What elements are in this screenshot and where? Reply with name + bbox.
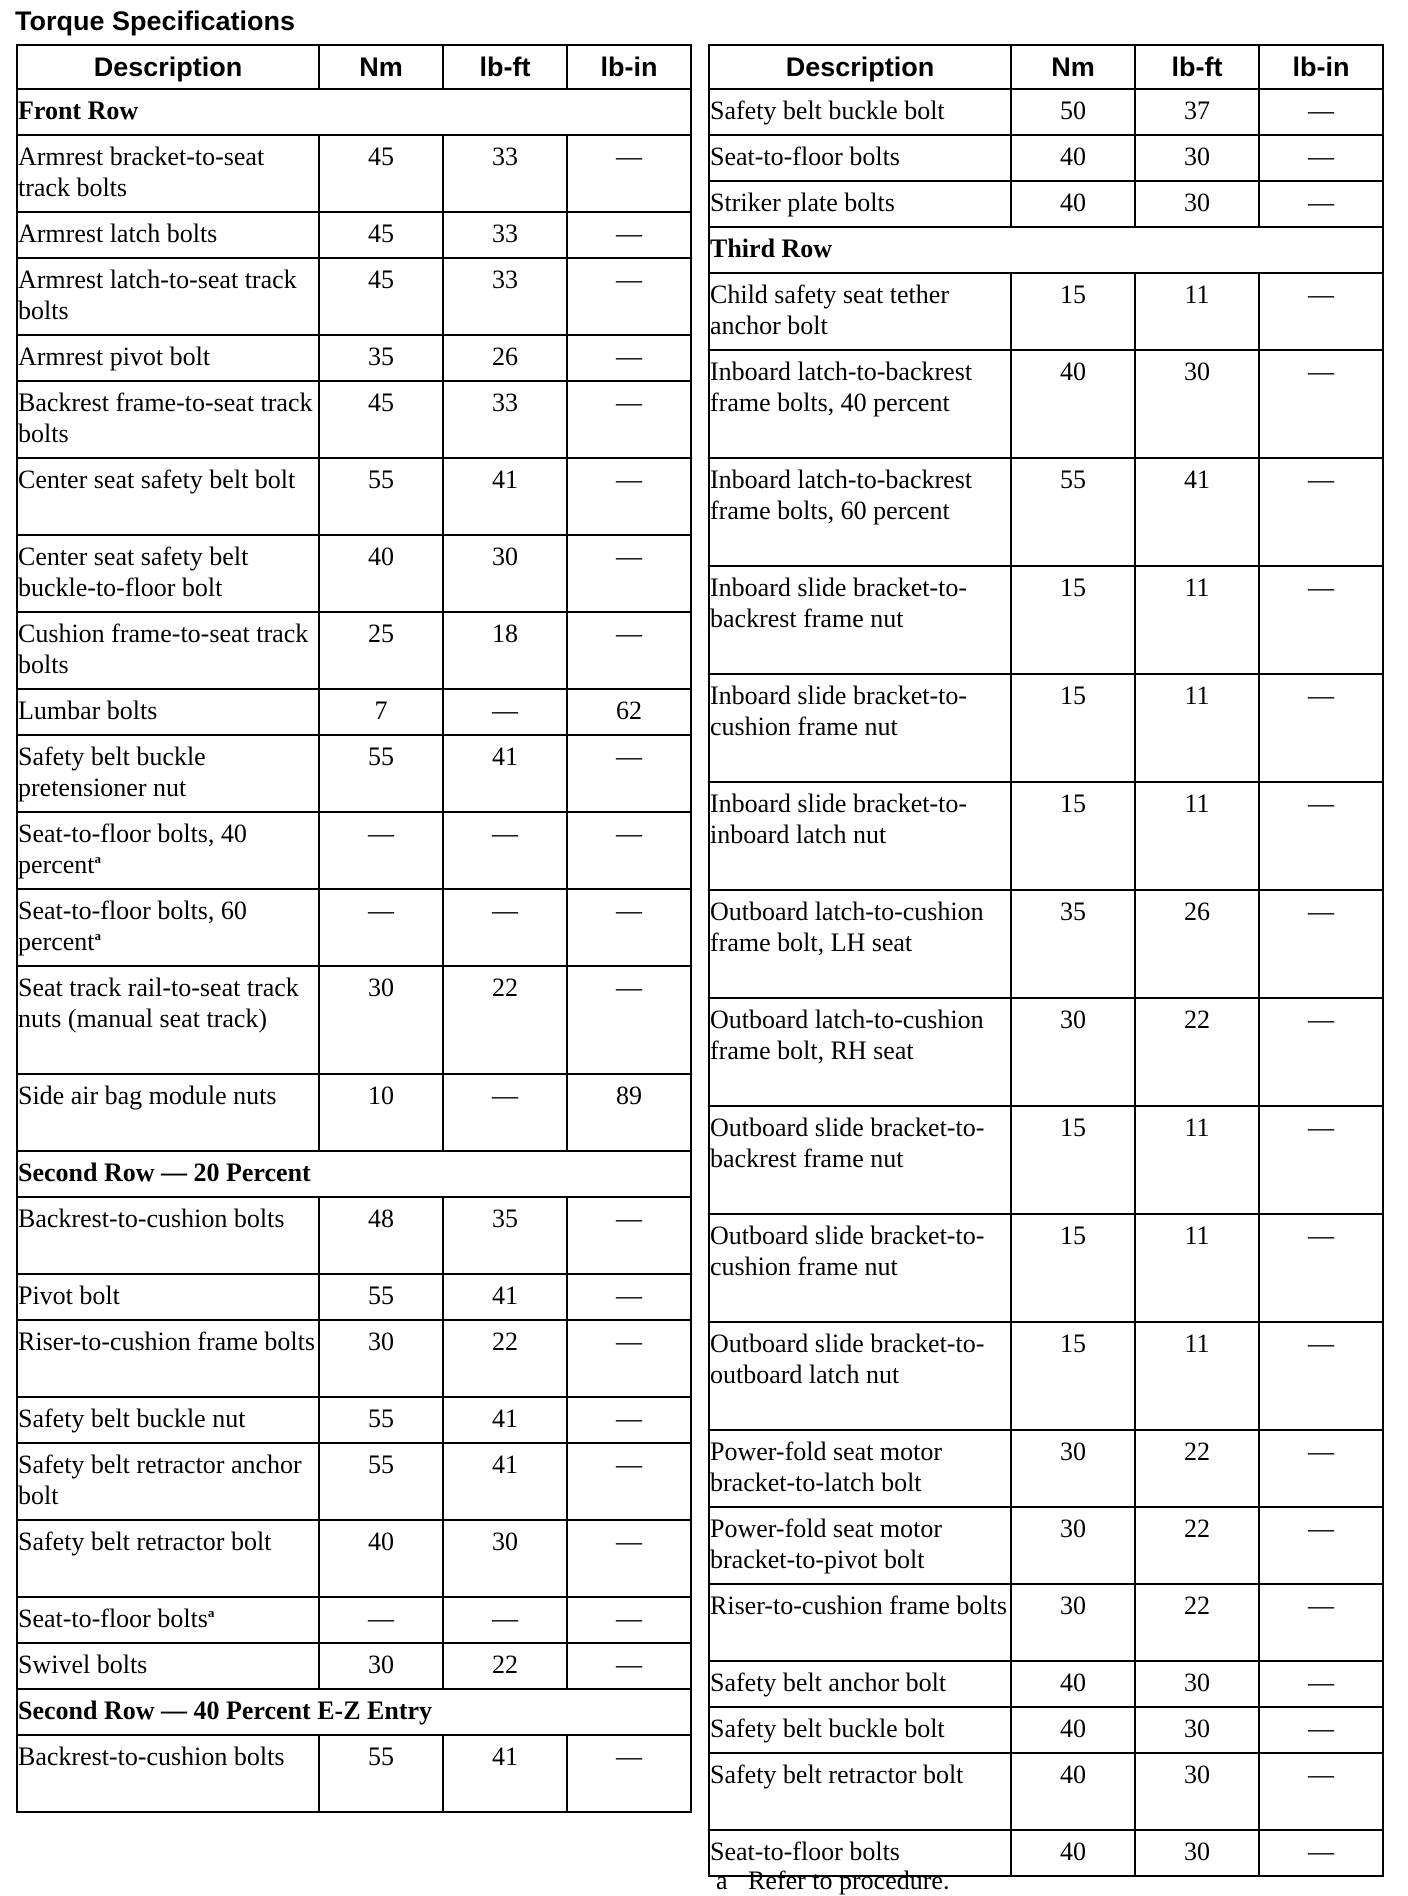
nm-cell: 45 — [319, 212, 443, 258]
section-row — [17, 1151, 691, 1197]
nm-cell: 30 — [1011, 1430, 1135, 1507]
description-text: Inboard slide bracket-to-backrest frame nut — [710, 573, 968, 633]
lbin-cell: — — [1259, 782, 1383, 890]
description-cell — [709, 181, 1011, 227]
nm-cell: — — [319, 812, 443, 889]
nm-cell: 25 — [319, 612, 443, 689]
table-row — [17, 1520, 691, 1597]
lbft-cell: 22 — [1135, 1430, 1259, 1507]
description-text: Armrest pivot bolt — [18, 342, 211, 371]
description-text: Seat-to-floor bolts — [710, 1837, 900, 1866]
lbin-cell: — — [567, 966, 691, 1074]
description-cell — [17, 735, 319, 812]
nm-cell: 15 — [1011, 1106, 1135, 1214]
lbin-cell: — — [567, 135, 691, 212]
description-text: Inboard slide bracket-to-inboard latch nut — [710, 789, 968, 849]
description-text: Armrest latch-to-seat track bolts — [18, 265, 297, 325]
lbin-cell: — — [1259, 1661, 1383, 1707]
lbin-cell: — — [567, 1597, 691, 1643]
section-row — [17, 89, 691, 135]
table-row — [709, 1430, 1383, 1507]
lbft-cell: 41 — [443, 1443, 567, 1520]
description-cell — [709, 1707, 1011, 1753]
lbin-cell: — — [1259, 350, 1383, 458]
lbft-cell: 26 — [443, 335, 567, 381]
table-row — [17, 335, 691, 381]
description-text: Safety belt buckle bolt — [710, 1714, 945, 1743]
lbin-cell: — — [567, 381, 691, 458]
description-cell — [709, 1661, 1011, 1707]
description-cell — [17, 812, 319, 889]
nm-cell: 55 — [1011, 458, 1135, 566]
description-cell — [709, 1507, 1011, 1584]
header-row — [17, 45, 691, 89]
description-cell — [17, 966, 319, 1074]
lbft-cell: 30 — [443, 535, 567, 612]
description-text: Child safety seat tether anchor bolt — [710, 280, 949, 340]
lbft-cell: 33 — [443, 212, 567, 258]
lbin-cell: — — [1259, 1214, 1383, 1322]
lbin-cell: — — [1259, 135, 1383, 181]
table-row — [709, 1707, 1383, 1753]
table-row — [709, 998, 1383, 1106]
torque-table-right — [708, 44, 1384, 1877]
lbin-cell: — — [567, 812, 691, 889]
description-cell — [709, 89, 1011, 135]
lbin-cell: — — [1259, 458, 1383, 566]
lbft-cell: 11 — [1135, 1322, 1259, 1430]
description-text: Outboard slide bracket-to-outboard latch nut — [710, 1329, 985, 1389]
description-cell — [17, 381, 319, 458]
description-text: Safety belt buckle pretensioner nut — [18, 742, 206, 802]
table-row — [17, 458, 691, 535]
lbin-cell: — — [1259, 674, 1383, 782]
footnote-text: Refer to procedure. — [748, 1866, 950, 1895]
table-row — [17, 889, 691, 966]
table-row — [17, 535, 691, 612]
table-row — [709, 350, 1383, 458]
nm-cell: 50 — [1011, 89, 1135, 135]
nm-cell: 40 — [1011, 181, 1135, 227]
lbft-cell: 35 — [443, 1197, 567, 1274]
nm-cell: 48 — [319, 1197, 443, 1274]
lbft-cell: 37 — [1135, 89, 1259, 135]
lbft-cell: 11 — [1135, 674, 1259, 782]
lbft-cell: 33 — [443, 381, 567, 458]
description-text: Backrest-to-cushion bolts — [18, 1742, 285, 1771]
section-header: Second Row — 40 Percent E-Z Entry — [17, 1689, 691, 1735]
lbin-cell: — — [567, 735, 691, 812]
nm-cell: 55 — [319, 1274, 443, 1320]
description-text: Center seat safety belt bolt — [18, 465, 296, 494]
description-text: Seat-to-floor bolts, 40 percent — [18, 819, 247, 879]
lbin-cell: — — [1259, 1106, 1383, 1214]
description-text: Lumbar bolts — [18, 696, 158, 725]
section-row — [709, 227, 1383, 273]
lbin-cell: — — [1259, 1584, 1383, 1661]
description-text: Swivel bolts — [18, 1650, 148, 1679]
footnote-ref: a — [94, 928, 102, 943]
lbin-cell: — — [1259, 273, 1383, 350]
description-text: Inboard slide bracket-to-cushion frame nut — [710, 681, 968, 741]
table-row — [17, 689, 691, 735]
table-row — [709, 1507, 1383, 1584]
description-cell — [17, 1643, 319, 1689]
nm-cell: 15 — [1011, 273, 1135, 350]
lbin-cell: — — [567, 335, 691, 381]
lbft-cell: — — [443, 889, 567, 966]
description-text: Armrest latch bolts — [18, 219, 218, 248]
lbin-cell: — — [1259, 1753, 1383, 1830]
description-text: Outboard latch-to-cushion frame bolt, LH seat — [710, 897, 984, 957]
description-text: Seat-to-floor bolts — [18, 1604, 208, 1633]
description-text: Cushion frame-to-seat track bolts — [18, 619, 309, 679]
nm-cell: 55 — [319, 735, 443, 812]
lbft-cell: — — [443, 689, 567, 735]
section-header: Second Row — 20 Percent — [17, 1151, 691, 1197]
description-cell — [709, 273, 1011, 350]
section-header: Third Row — [709, 227, 1383, 273]
lbft-cell: 26 — [1135, 890, 1259, 998]
description-text: Backrest-to-cushion bolts — [18, 1204, 285, 1233]
description-text: Inboard latch-to-backrest frame bolts, 40 percent — [710, 357, 973, 417]
lbft-cell: 22 — [443, 1320, 567, 1397]
nm-cell: 15 — [1011, 782, 1135, 890]
nm-cell: 55 — [319, 1735, 443, 1812]
nm-cell: 55 — [319, 458, 443, 535]
table-row — [709, 181, 1383, 227]
table-row — [709, 1661, 1383, 1707]
description-cell — [17, 889, 319, 966]
header-row — [709, 45, 1383, 89]
nm-cell: — — [319, 889, 443, 966]
column-header-lbin: lb-in — [1259, 45, 1383, 89]
lbft-cell: 30 — [1135, 1830, 1259, 1876]
lbin-cell: — — [567, 258, 691, 335]
lbin-cell: — — [567, 1320, 691, 1397]
table-body — [709, 89, 1383, 1876]
table-row — [709, 566, 1383, 674]
table-row — [17, 1320, 691, 1397]
description-text: Seat-to-floor bolts — [710, 142, 900, 171]
description-text: Safety belt buckle bolt — [710, 96, 945, 125]
table-row — [17, 1735, 691, 1812]
description-cell — [17, 1320, 319, 1397]
table-row — [709, 1214, 1383, 1322]
description-text: Safety belt retractor anchor bolt — [18, 1450, 302, 1510]
table-row — [709, 1106, 1383, 1214]
lbft-cell: 30 — [1135, 350, 1259, 458]
lbft-cell: 11 — [1135, 782, 1259, 890]
description-text: Power-fold seat motor bracket-to-latch bolt — [710, 1437, 942, 1497]
lbft-cell: 30 — [1135, 1661, 1259, 1707]
lbin-cell: — — [1259, 1322, 1383, 1430]
torque-table-left — [16, 44, 692, 1813]
nm-cell: 40 — [1011, 135, 1135, 181]
nm-cell: 15 — [1011, 1214, 1135, 1322]
lbft-cell: 30 — [1135, 1753, 1259, 1830]
lbft-cell: 41 — [443, 1397, 567, 1443]
lbin-cell: — — [567, 535, 691, 612]
nm-cell: 7 — [319, 689, 443, 735]
lbft-cell: 22 — [1135, 1507, 1259, 1584]
description-cell — [709, 350, 1011, 458]
description-text: Center seat safety belt buckle-to-floor bolt — [18, 542, 249, 602]
description-cell — [17, 1443, 319, 1520]
description-cell — [17, 1597, 319, 1643]
column-header-lbft: lb-ft — [1135, 45, 1259, 89]
lbft-cell: 41 — [443, 735, 567, 812]
lbft-cell: 22 — [443, 1643, 567, 1689]
table-row — [17, 1074, 691, 1151]
lbft-cell: 22 — [1135, 998, 1259, 1106]
lbft-cell: 22 — [1135, 1584, 1259, 1661]
description-cell — [17, 1397, 319, 1443]
description-text: Safety belt retractor bolt — [710, 1760, 964, 1789]
nm-cell: 30 — [1011, 1507, 1135, 1584]
table-row — [17, 381, 691, 458]
lbin-cell: 89 — [567, 1074, 691, 1151]
lbin-cell: 62 — [567, 689, 691, 735]
table-row — [17, 735, 691, 812]
nm-cell: — — [319, 1597, 443, 1643]
description-cell — [17, 535, 319, 612]
description-cell — [709, 1322, 1011, 1430]
table-row — [709, 273, 1383, 350]
nm-cell: 40 — [319, 1520, 443, 1597]
lbft-cell: 33 — [443, 258, 567, 335]
lbft-cell: 18 — [443, 612, 567, 689]
table-row — [709, 1584, 1383, 1661]
table-body — [17, 89, 691, 1812]
description-text: Safety belt anchor bolt — [710, 1668, 947, 1697]
table-row — [709, 890, 1383, 998]
lbft-cell: 11 — [1135, 273, 1259, 350]
lbft-cell: 30 — [1135, 181, 1259, 227]
section-row — [17, 1689, 691, 1735]
description-cell — [709, 890, 1011, 998]
nm-cell: 40 — [319, 535, 443, 612]
footnote-ref: a — [207, 1605, 215, 1620]
description-cell — [709, 1753, 1011, 1830]
description-cell — [17, 135, 319, 212]
nm-cell: 10 — [319, 1074, 443, 1151]
table-row — [17, 212, 691, 258]
footnote — [716, 1866, 949, 1896]
table-row — [17, 612, 691, 689]
table-row — [709, 135, 1383, 181]
nm-cell: 45 — [319, 135, 443, 212]
description-cell — [17, 1274, 319, 1320]
nm-cell: 40 — [1011, 1830, 1135, 1876]
lbin-cell: — — [567, 612, 691, 689]
description-cell — [17, 212, 319, 258]
lbin-cell: — — [567, 1397, 691, 1443]
lbin-cell: — — [1259, 1707, 1383, 1753]
nm-cell: 40 — [1011, 350, 1135, 458]
description-text: Side air bag module nuts — [18, 1081, 277, 1110]
description-text: Outboard slide bracket-to-backrest frame nut — [710, 1113, 985, 1173]
description-text: Pivot bolt — [18, 1281, 120, 1310]
lbft-cell: — — [443, 1597, 567, 1643]
lbft-cell: 41 — [443, 1735, 567, 1812]
nm-cell: 45 — [319, 381, 443, 458]
description-cell — [17, 1520, 319, 1597]
lbin-cell: — — [1259, 890, 1383, 998]
lbin-cell: — — [1259, 998, 1383, 1106]
table-row — [17, 135, 691, 212]
nm-cell: 30 — [1011, 998, 1135, 1106]
table-row — [709, 674, 1383, 782]
lbft-cell: — — [443, 1074, 567, 1151]
lbin-cell: — — [1259, 566, 1383, 674]
column-header-nm: Nm — [319, 45, 443, 89]
nm-cell: 40 — [1011, 1753, 1135, 1830]
description-text: Riser-to-cushion frame bolts — [710, 1591, 1007, 1620]
table-row — [17, 812, 691, 889]
lbft-cell: 22 — [443, 966, 567, 1074]
description-text: Power-fold seat motor bracket-to-pivot bolt — [710, 1514, 942, 1574]
lbft-cell: 30 — [1135, 1707, 1259, 1753]
description-text: Seat track rail-to-seat track nuts (manual seat track) — [18, 973, 299, 1033]
lbft-cell: 41 — [443, 458, 567, 535]
lbft-cell: 41 — [1135, 458, 1259, 566]
lbft-cell: — — [443, 812, 567, 889]
description-cell — [709, 135, 1011, 181]
lbft-cell: 11 — [1135, 1106, 1259, 1214]
lbin-cell: — — [1259, 181, 1383, 227]
table-row — [709, 1322, 1383, 1430]
table-row — [17, 1597, 691, 1643]
column-header-lbin: lb-in — [567, 45, 691, 89]
table-row — [17, 258, 691, 335]
nm-cell: 30 — [319, 1320, 443, 1397]
lbft-cell: 30 — [1135, 135, 1259, 181]
description-cell — [17, 1735, 319, 1812]
lbft-cell: 30 — [443, 1520, 567, 1597]
lbin-cell: — — [1259, 1507, 1383, 1584]
description-cell — [709, 566, 1011, 674]
nm-cell: 15 — [1011, 566, 1135, 674]
column-header-nm: Nm — [1011, 45, 1135, 89]
lbft-cell: 11 — [1135, 566, 1259, 674]
column-header-description: Description — [709, 45, 1011, 89]
table-row — [17, 966, 691, 1074]
description-text: Striker plate bolts — [710, 188, 895, 217]
lbin-cell: — — [567, 889, 691, 966]
lbin-cell: — — [567, 458, 691, 535]
nm-cell: 30 — [1011, 1584, 1135, 1661]
nm-cell: 30 — [319, 966, 443, 1074]
nm-cell: 40 — [1011, 1707, 1135, 1753]
lbin-cell: — — [567, 1520, 691, 1597]
table-row — [709, 89, 1383, 135]
lbin-cell: — — [1259, 89, 1383, 135]
description-cell — [17, 689, 319, 735]
description-cell — [709, 458, 1011, 566]
footnote-ref: a — [94, 851, 102, 866]
description-cell — [709, 1106, 1011, 1214]
nm-cell: 35 — [319, 335, 443, 381]
description-cell — [709, 674, 1011, 782]
nm-cell: 35 — [1011, 890, 1135, 998]
description-text: Armrest bracket-to-seat track bolts — [18, 142, 265, 202]
description-cell — [17, 612, 319, 689]
lbft-cell: 33 — [443, 135, 567, 212]
table-row — [709, 782, 1383, 890]
table-row — [17, 1274, 691, 1320]
lbft-cell: 11 — [1135, 1214, 1259, 1322]
lbin-cell: — — [1259, 1830, 1383, 1876]
lbin-cell: — — [567, 1735, 691, 1812]
description-text: Outboard latch-to-cushion frame bolt, RH seat — [710, 1005, 984, 1065]
section-header: Front Row — [17, 89, 691, 135]
nm-cell: 15 — [1011, 1322, 1135, 1430]
description-cell — [709, 1214, 1011, 1322]
description-cell — [709, 1584, 1011, 1661]
page-title: Torque Specifications — [15, 6, 296, 36]
description-cell — [709, 998, 1011, 1106]
description-cell — [709, 1430, 1011, 1507]
table-row — [17, 1443, 691, 1520]
description-cell — [17, 1197, 319, 1274]
table-row — [17, 1397, 691, 1443]
description-cell — [17, 1074, 319, 1151]
nm-cell: 55 — [319, 1397, 443, 1443]
table-row — [709, 1753, 1383, 1830]
column-header-lbft: lb-ft — [443, 45, 567, 89]
lbin-cell: — — [567, 1443, 691, 1520]
nm-cell: 15 — [1011, 674, 1135, 782]
description-text: Outboard slide bracket-to-cushion frame nut — [710, 1221, 985, 1281]
nm-cell: 40 — [1011, 1661, 1135, 1707]
lbin-cell: — — [567, 212, 691, 258]
table-row — [17, 1197, 691, 1274]
lbin-cell: — — [567, 1643, 691, 1689]
column-header-description: Description — [17, 45, 319, 89]
lbin-cell: — — [567, 1274, 691, 1320]
description-cell — [17, 258, 319, 335]
description-cell — [17, 335, 319, 381]
description-text: Seat-to-floor bolts, 60 percent — [18, 896, 247, 956]
nm-cell: 45 — [319, 258, 443, 335]
description-text: Riser-to-cushion frame bolts — [18, 1327, 315, 1356]
footnote-marker: a — [716, 1866, 728, 1895]
description-text: Backrest frame-to-seat track bolts — [18, 388, 313, 448]
nm-cell: 30 — [319, 1643, 443, 1689]
table-row — [709, 458, 1383, 566]
lbft-cell: 41 — [443, 1274, 567, 1320]
table-row — [17, 1643, 691, 1689]
nm-cell: 55 — [319, 1443, 443, 1520]
description-text: Safety belt buckle nut — [18, 1404, 246, 1433]
description-text: Inboard latch-to-backrest frame bolts, 60 percent — [710, 465, 973, 525]
lbin-cell: — — [1259, 1430, 1383, 1507]
description-cell — [17, 458, 319, 535]
lbin-cell: — — [567, 1197, 691, 1274]
description-cell — [709, 782, 1011, 890]
description-text: Safety belt retractor bolt — [18, 1527, 272, 1556]
